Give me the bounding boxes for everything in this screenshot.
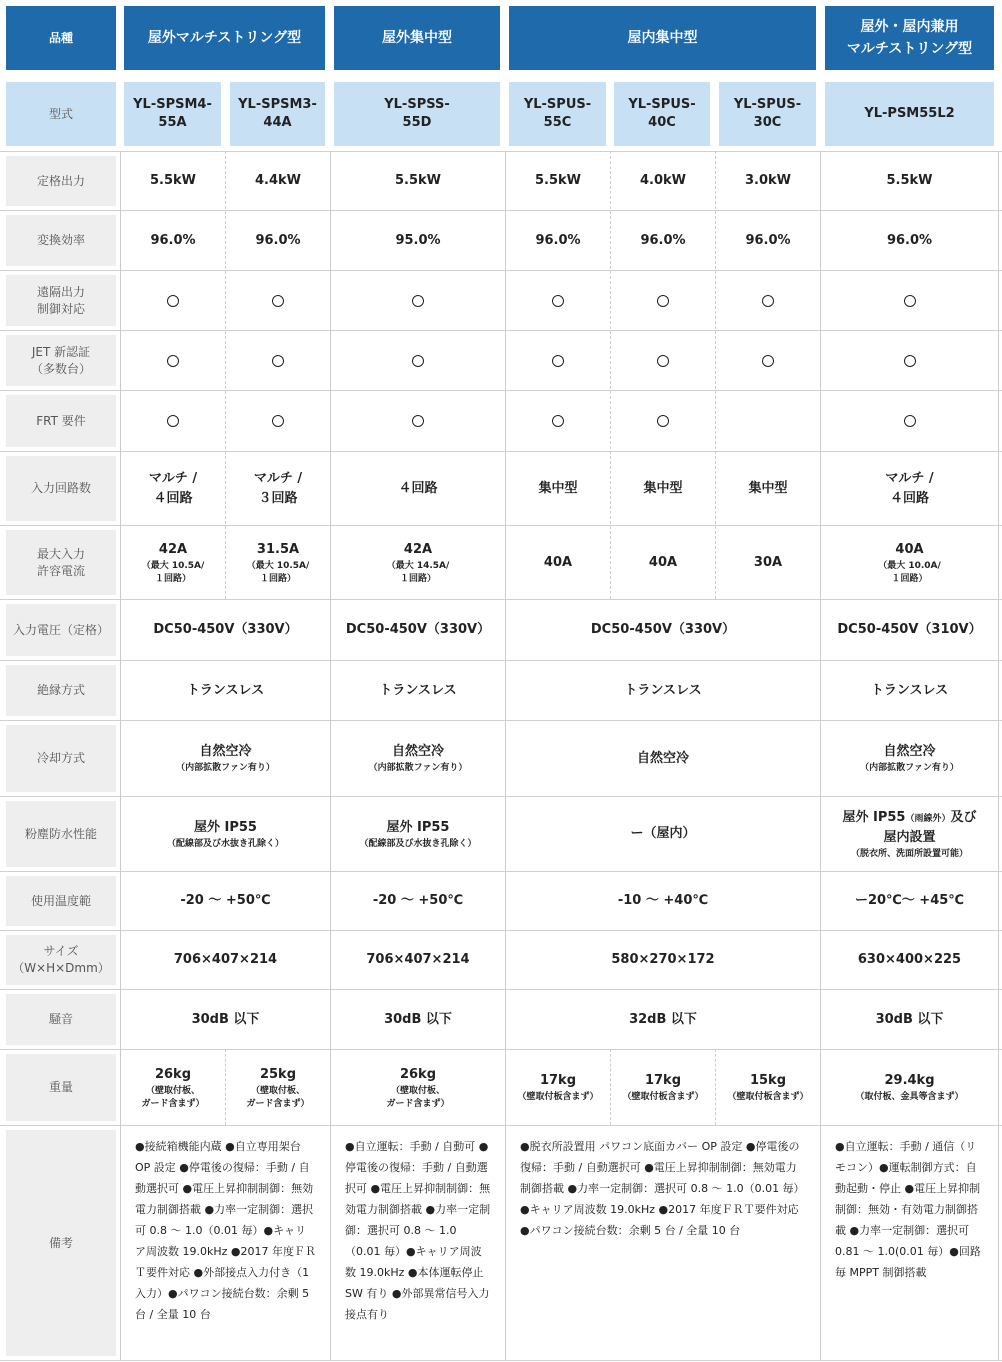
- noise-value: 30dB 以下: [191, 1011, 260, 1027]
- row-label: 備考: [48, 1235, 73, 1250]
- efficiency-value: 96.0%: [886, 232, 933, 248]
- waterproof-note: （脱衣所、洗面所設置可能）: [850, 848, 968, 859]
- cooling-note: （内部拡散ファン有り）: [176, 763, 275, 773]
- weight-value: 29.4kg （取付板、金具等含まず）: [855, 1073, 964, 1102]
- insulation-value: トランスレス: [186, 682, 265, 698]
- weight-value: 17kg （壁取付板含まず）: [517, 1073, 599, 1102]
- row-label: 変換効率: [36, 233, 85, 247]
- supported-circle-icon: [904, 415, 916, 427]
- model-code: YL-SPSS- 55D: [384, 97, 450, 130]
- supported-circle-icon: [412, 415, 424, 427]
- supported-circle-icon: [552, 415, 564, 427]
- supported-circle-icon: [167, 355, 179, 367]
- temperature-value: -10 〜 +40℃: [617, 893, 709, 908]
- supported-circle-icon: [552, 355, 564, 367]
- row-label-cell: [6, 335, 116, 386]
- supported-circle-icon: [272, 295, 284, 307]
- row-label-cell: [6, 604, 116, 656]
- cooling-note: （内部拡散ファン有り）: [860, 763, 959, 773]
- remote-control-supported: [716, 271, 820, 330]
- model-cell: [124, 82, 221, 146]
- model-label-cell: [6, 82, 116, 146]
- max-current-value: 42A （最大 10.5A/ １回路）: [141, 541, 205, 584]
- jet-supported: [331, 331, 505, 390]
- row-label-cell: [6, 935, 116, 985]
- row-label: 使用温度範: [30, 893, 91, 908]
- input-voltage-value: DC50-450V（330V）: [590, 622, 736, 637]
- cooling-value: 自然空冷 （内部拡散ファン有り）: [368, 744, 468, 773]
- waterproof-value: 屋外 IP55 （配線部及び水抜き孔除く）: [359, 819, 477, 849]
- group-title: 屋内集中型: [627, 30, 698, 46]
- row-label-cell: [6, 395, 116, 447]
- group-header-outdoor-multi: [124, 6, 325, 70]
- insulation-value: トランスレス: [870, 682, 949, 698]
- supported-circle-icon: [762, 355, 774, 367]
- remote-control-supported: [821, 271, 998, 330]
- column-divider: [998, 151, 999, 1361]
- waterproof-value: ー（屋内）: [630, 826, 696, 841]
- max-current-value: 30A: [753, 554, 783, 570]
- cooling-value: 自然空冷: [636, 750, 689, 766]
- input-circuits-value: ４回路: [398, 480, 438, 496]
- max-current-note: （最大 10.0A/ １回路）: [878, 560, 941, 584]
- row-label: 入力回路数: [30, 481, 91, 495]
- remarks-text: ●自立運転：手動 / 自動可 ●停電後の復帰：手動 / 自動選択可 ●電圧上昇抑制制御：無効電力制御搭載 ●力率一定制御：選択可 0.8 〜 1.0（0.01 毎）●キャリア周波数 19.0kHz ●本体運転停止 SW 有り ●外部異常信号入力接点有り: [345, 1140, 491, 1321]
- noise-value: 30dB 以下: [384, 1011, 452, 1027]
- model-code: YL-SPUS- 40C: [628, 97, 696, 130]
- row-label: JET 新認証 （多数台）: [30, 344, 91, 376]
- row-label-cell: [6, 1054, 116, 1121]
- supported-circle-icon: [657, 295, 669, 307]
- supported-circle-icon: [167, 415, 179, 427]
- weight-value: 25kg （壁取付板、 ガード含まず）: [246, 1066, 310, 1109]
- rated-output-value: 5.5kW: [394, 173, 441, 188]
- jet-supported: [121, 331, 225, 390]
- weight-note: （壁取付板、 ガード含まず）: [386, 1085, 450, 1109]
- model-cell: [334, 82, 500, 146]
- supported-circle-icon: [657, 415, 669, 427]
- input-circuits-value: マルチ / ３回路: [253, 470, 303, 506]
- jet-supported: [506, 331, 610, 390]
- row-label: 型式: [48, 106, 73, 121]
- row-label-cell: [6, 725, 116, 792]
- row-label: FRT 要件: [36, 413, 86, 428]
- temperature-value: -20 〜 +50℃: [180, 893, 271, 908]
- max-current-value: 40A: [543, 554, 573, 570]
- remote-control-supported: [611, 271, 715, 330]
- supported-circle-icon: [904, 355, 916, 367]
- cooling-note: （内部拡散ファン有り）: [368, 763, 468, 773]
- supported-circle-icon: [904, 295, 916, 307]
- efficiency-value: 96.0%: [745, 232, 791, 248]
- input-circuits-value: 集中型: [643, 480, 683, 496]
- row-label-cell: [6, 530, 116, 595]
- efficiency-value: 96.0%: [255, 232, 301, 248]
- row-label-cell: [6, 876, 116, 926]
- jet-supported: [611, 331, 715, 390]
- cooling-value: 自然空冷 （内部拡散ファン有り）: [860, 744, 959, 773]
- input-voltage-value: DC50-450V（330V）: [345, 622, 491, 637]
- model-code: YL-PSM55L2: [864, 106, 955, 121]
- model-code: YL-SPSM4- 55A: [133, 97, 212, 130]
- row-label: 絶縁方式: [36, 683, 85, 697]
- rated-output-value: 4.0kW: [639, 173, 686, 188]
- frt-supported: [121, 391, 225, 451]
- max-current-note: （最大 10.5A/ １回路）: [141, 560, 205, 584]
- row-label-cell: [6, 456, 116, 521]
- input-voltage-value: DC50-450V（330V）: [153, 622, 298, 637]
- frt-supported: [506, 391, 610, 451]
- row-divider: [0, 1360, 1002, 1361]
- supported-circle-icon: [412, 295, 424, 307]
- row-label-cell: [6, 994, 116, 1045]
- input-voltage-value: DC50-450V（310V）: [837, 622, 982, 637]
- size-value: 630×400×225: [857, 952, 962, 967]
- remote-control-supported: [331, 271, 505, 330]
- row-label-cell: [6, 665, 116, 716]
- max-current-value: 40A: [648, 554, 678, 570]
- waterproof-note: （配線部及び水抜き孔除く）: [359, 838, 477, 849]
- waterproof-value: 屋外 IP55 （配線部及び水抜き孔除く）: [166, 819, 284, 849]
- efficiency-value: 96.0%: [640, 232, 686, 248]
- model-cell: [719, 82, 816, 146]
- rated-output-value: 4.4kW: [254, 173, 301, 188]
- input-circuits-value: 集中型: [748, 480, 788, 496]
- input-circuits-value: マルチ / ４回路: [885, 470, 934, 506]
- header-label: 品種: [48, 31, 73, 45]
- supported-circle-icon: [412, 355, 424, 367]
- row-label: 騒音: [48, 1012, 73, 1026]
- weight-note: （壁取付板含まず）: [622, 1092, 704, 1102]
- rated-output-value: 5.5kW: [886, 173, 933, 188]
- row-label-cell: [6, 156, 116, 206]
- remote-control-supported: [226, 271, 330, 330]
- remarks-text: ●接続箱機能内蔵 ●自立専用架台 OP 設定 ●停電後の復帰：手動 / 自動選択可 ●電圧上昇抑制制御：無効電力制御搭載 ●力率一定制御：選択可 0.8 〜 1.0（0.01 毎）●キャリア周波数 19.0kHz ●2017 年度ＦＲＴ要件対応 ●外部接点入力付き（1 入力）●パワコン接続台数：余剰 5 台 / 全量 10 台: [135, 1140, 316, 1321]
- frt-supported: [821, 391, 998, 451]
- weight-note: （壁取付板、 ガード含まず）: [141, 1085, 205, 1109]
- row-label-cell: [6, 215, 116, 266]
- row-label-cell: [6, 1130, 116, 1356]
- remarks-text: ●脱衣所設置用 パワコン底面カバー OP 設定 ●停電後の復帰：手動 / 自動選択可 ●電圧上昇抑制制御：無効電力制御搭載 ●力率一定制御：選択可 0.8 〜 1.0（0.01 毎）●キャリア周波数 19.0kHz ●2017 年度ＦＲＴ要件対応 ●パワコン接続台数：余剰 5 台 / 全量 10 台: [520, 1140, 805, 1237]
- header-label-cell: [6, 6, 116, 70]
- row-label-cell: [6, 801, 116, 867]
- row-label: 遠隔出力 制御対応: [36, 284, 85, 316]
- insulation-value: トランスレス: [624, 682, 702, 698]
- size-value: 580×270×172: [611, 952, 715, 967]
- rated-output-value: 3.0kW: [744, 173, 791, 188]
- row-label-cell: [6, 275, 116, 326]
- efficiency-value: 96.0%: [150, 232, 196, 248]
- cooling-value: 自然空冷 （内部拡散ファン有り）: [176, 744, 275, 773]
- group-title: 屋外・屋内兼用 マルチストリング型: [846, 19, 973, 57]
- row-label: 定格出力: [36, 173, 85, 188]
- waterproof-inline-note: （雨線外）: [905, 813, 951, 824]
- row-label: 重量: [48, 1080, 73, 1094]
- model-cell: [825, 82, 994, 146]
- input-circuits-value: 集中型: [538, 480, 578, 496]
- temperature-value: ー20℃〜 +45℃: [854, 893, 965, 908]
- model-code: YL-SPUS- 55C: [523, 97, 592, 130]
- max-current-value: 40A （最大 10.0A/ １回路）: [878, 541, 941, 584]
- frt-supported: [611, 391, 715, 451]
- remote-control-supported: [506, 271, 610, 330]
- row-label: 最大入力 許容電流: [36, 546, 85, 578]
- jet-supported: [821, 331, 998, 390]
- noise-value: 32dB 以下: [629, 1011, 697, 1027]
- model-code: YL-SPUS- 30C: [733, 97, 802, 130]
- group-header-dual-multi: [825, 6, 994, 70]
- frt-supported: [226, 391, 330, 451]
- group-title: 屋外マルチストリング型: [147, 30, 302, 46]
- row-label: 入力電圧（定格）: [12, 622, 109, 637]
- weight-note: （壁取付板含まず）: [517, 1092, 599, 1102]
- row-label: 粉塵防水性能: [24, 826, 97, 841]
- group-title: 屋外集中型: [382, 30, 452, 46]
- input-circuits-value: マルチ / ４回路: [148, 470, 198, 506]
- model-code: YL-SPSM3- 44A: [238, 97, 317, 130]
- remote-control-supported: [121, 271, 225, 330]
- model-cell: [614, 82, 710, 146]
- jet-supported: [226, 331, 330, 390]
- insulation-value: トランスレス: [379, 682, 457, 698]
- jet-supported: [716, 331, 820, 390]
- supported-circle-icon: [272, 415, 284, 427]
- max-current-note: （最大 14.5A/ １回路）: [386, 560, 450, 584]
- weight-value: 26kg （壁取付板、 ガード含まず）: [386, 1066, 450, 1109]
- supported-circle-icon: [657, 355, 669, 367]
- efficiency-value: 96.0%: [535, 232, 581, 248]
- waterproof-note: （配線部及び水抜き孔除く）: [166, 838, 284, 849]
- row-label: サイズ （W×H×Dmm）: [12, 944, 110, 975]
- row-label: 冷却方式: [36, 751, 85, 765]
- weight-note: （壁取付板含まず）: [727, 1092, 809, 1102]
- size-value: 706×407×214: [173, 952, 278, 967]
- frt-supported: [331, 391, 505, 451]
- max-current-note: （最大 10.5A/ １回路）: [246, 560, 310, 584]
- weight-value: 15kg （壁取付板含まず）: [727, 1073, 809, 1102]
- noise-value: 30dB 以下: [875, 1011, 944, 1027]
- waterproof-value: 屋外 IP55（雨線外）及び 屋内設置 （脱衣所、洗面所設置可能）: [842, 809, 977, 859]
- weight-note: （取付板、金具等含まず）: [855, 1092, 964, 1102]
- supported-circle-icon: [167, 295, 179, 307]
- group-header-indoor-central: [509, 6, 816, 70]
- group-header-outdoor-central: [334, 6, 500, 70]
- max-current-value: 42A （最大 14.5A/ １回路）: [386, 541, 450, 584]
- temperature-value: -20 〜 +50℃: [372, 893, 464, 908]
- supported-circle-icon: [552, 295, 564, 307]
- rated-output-value: 5.5kW: [149, 173, 196, 188]
- supported-circle-icon: [762, 295, 774, 307]
- weight-value: 26kg （壁取付板、 ガード含まず）: [141, 1066, 205, 1109]
- max-current-value: 31.5A （最大 10.5A/ １回路）: [246, 541, 310, 584]
- size-value: 706×407×214: [366, 952, 470, 967]
- weight-note: （壁取付板、 ガード含まず）: [246, 1085, 310, 1109]
- model-cell: [230, 82, 325, 146]
- weight-value: 17kg （壁取付板含まず）: [622, 1073, 704, 1102]
- remarks-text: ●自立運転：手動 / 通信（リモコン）●運転制御方式：自動起動・停止 ●電圧上昇抑制制御：無効・有効電力制御搭載 ●力率一定制御：選択可 0.81 〜 1.0(0.01 毎）●回路毎 MPPT 制御搭載: [835, 1140, 981, 1279]
- model-cell: [509, 82, 606, 146]
- rated-output-value: 5.5kW: [534, 173, 581, 188]
- efficiency-value: 95.0%: [395, 232, 441, 248]
- supported-circle-icon: [272, 355, 284, 367]
